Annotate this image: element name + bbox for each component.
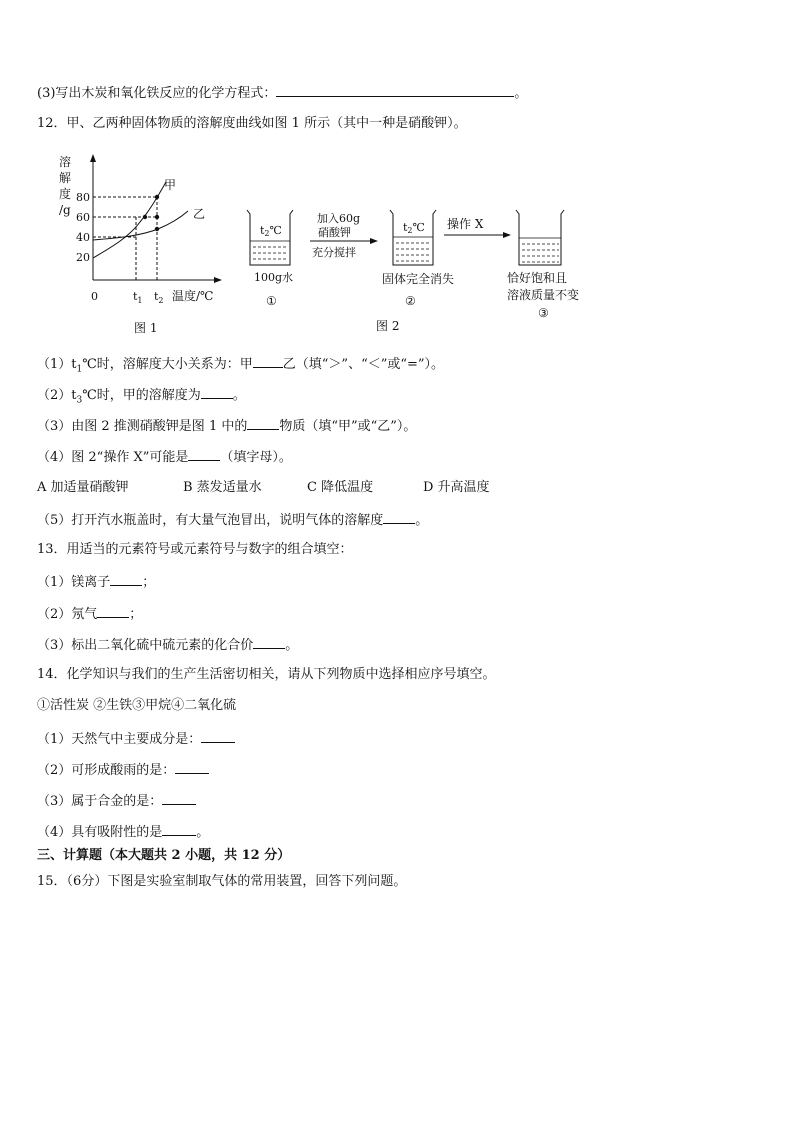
point-yi-t2 [155, 227, 159, 231]
section3-title: 三、计算题（本大题共 2 小题，共 12 分） [37, 848, 291, 863]
q12-stem: 12．甲、乙两种固体物质的溶解度曲线如图 1 所示（其中一种是硝酸钾）。 [37, 116, 467, 131]
chart-xtick-t1-base: t [133, 290, 138, 303]
q14-items: ①活性炭 ②生铁③甲烷④二氧化硫 [37, 698, 237, 713]
solubility-chart [59, 154, 222, 335]
experiment-diagram [247, 210, 579, 333]
q13-p3-blank[interactable] [253, 636, 285, 649]
q12-part4 [37, 448, 292, 466]
q13-p1-blank[interactable] [110, 573, 142, 586]
arrow2-label: 操作 X [447, 217, 484, 231]
chart-ytick-20: 20 [76, 251, 90, 264]
q14-p4-blank[interactable] [162, 823, 196, 836]
beaker3-num: ③ [538, 306, 549, 320]
q13-part2 [37, 605, 142, 623]
q14-p2-text: （2）可形成酸雨的是： [37, 763, 176, 778]
q12-p4-b: （填字母）。 [220, 450, 292, 465]
q12-part1 [37, 355, 444, 378]
q14-p2-blank[interactable] [175, 761, 209, 774]
chart-x-arrow [214, 277, 222, 283]
q12-part3 [37, 417, 416, 435]
point-jia-t2 [155, 195, 159, 199]
chart-ylabel-4: /g [59, 203, 71, 217]
beaker1-temp-sub: 2 [264, 229, 270, 238]
beaker1-temp-unit: ℃ [269, 224, 282, 237]
q14-part4 [37, 823, 209, 841]
q12-p1-sub: 1 [76, 364, 83, 375]
series-jia-label: 甲 [164, 178, 177, 192]
q13-p2-text: （2）氖气 [37, 607, 98, 622]
curve-yi [93, 211, 188, 240]
q12-p4-blank[interactable] [188, 448, 220, 461]
q14-p3-blank[interactable] [162, 792, 196, 805]
q13-part1 [37, 573, 155, 591]
point-jia-60 [143, 215, 147, 219]
q12-p1-blank[interactable] [253, 355, 283, 368]
q12-p3-b: 物质（填“甲”或“乙”）。 [279, 419, 417, 434]
chart-ytick-40: 40 [76, 231, 90, 244]
chart-ytick-60: 60 [76, 211, 90, 224]
beaker2-caption: 固体完全消失 [382, 272, 455, 286]
chart-xtick-t2 [154, 290, 164, 305]
q14-p1-blank[interactable] [201, 730, 235, 743]
beaker3-caption1: 恰好饱和且 [507, 271, 568, 285]
beaker1-num: ① [266, 294, 277, 308]
q12-p1-b: ℃时，溶解度大小关系为：甲 [82, 357, 253, 372]
q14-stem: 14．化学知识与我们的生产生活密切相关，请从下列物质中选择相应序号填空。 [37, 667, 496, 682]
figure1-caption: 图 1 [134, 321, 158, 335]
arrow1-line2: 硝酸钾 [318, 226, 351, 239]
q12-p2-b: ℃时，甲的溶解度为 [82, 388, 201, 403]
q12-part2 [37, 386, 246, 409]
q12-p2-c: 。 [232, 388, 246, 403]
chart-ytick-80: 80 [76, 191, 90, 204]
q13-p2-end: ； [129, 607, 143, 622]
arrow1-line1: 加入60g [317, 212, 361, 225]
beaker-2 [390, 210, 436, 265]
q12-p5-b: 。 [415, 513, 429, 528]
q14-part1 [37, 730, 235, 748]
q12-p4-a: （4）图 2“操作 X”可能是 [37, 450, 189, 465]
chart-ylabel-3: 度 [59, 187, 72, 201]
beaker2-temp-base: t [403, 221, 408, 234]
arrow1-head [370, 238, 378, 244]
q13-p1-text: （1）镁离子 [37, 575, 111, 590]
beaker3-caption2: 溶液质量不变 [507, 288, 580, 302]
q14-p4-end: 。 [196, 825, 210, 840]
q12-p3-a: （3）由图 2 推测硝酸钾是图 1 中的 [37, 419, 248, 434]
chart-xtick-t2-base: t [154, 290, 159, 303]
q12-p5-a: （5）打开汽水瓶盖时，有大量气泡冒出，说明气体的溶解度 [37, 513, 384, 528]
beaker1-temp [260, 224, 282, 238]
q12-option-b: B 蒸发适量水 [183, 480, 262, 495]
curve-jia [93, 182, 166, 258]
q12-part5 [37, 511, 428, 529]
arrow2-head [503, 232, 511, 238]
q13-part3 [37, 636, 298, 654]
q13-p1-end: ； [142, 575, 156, 590]
chart-xtick-t1-sub: 1 [137, 296, 143, 305]
series-yi-label: 乙 [193, 207, 206, 221]
q14-p3-text: （3）属于合金的是： [37, 794, 163, 809]
beaker2-temp-unit: ℃ [412, 221, 425, 234]
q14-p1-text: （1）天然气中主要成分是： [37, 732, 202, 747]
q12-p3-blank[interactable] [247, 417, 279, 430]
q11-end: 。 [514, 86, 528, 101]
chart-ylabel-1: 溶 [59, 155, 72, 169]
q13-stem: 13．用适当的元素符号或元素符号与数字的组合填空： [37, 542, 353, 557]
chart-xlabel: 温度/℃ [172, 289, 214, 303]
beaker2-temp-sub: 2 [407, 226, 413, 235]
beaker-1 [247, 210, 293, 265]
q12-p1-c: 乙（填“＞”、“＜”或“=”）。 [282, 357, 445, 372]
beaker1-temp-base: t [260, 224, 265, 237]
q12-option-d: D 升高温度 [423, 480, 490, 495]
figure2-caption: 图 2 [376, 319, 400, 333]
q12-p2-sub: 3 [76, 395, 83, 406]
q13-p3-text: （3）标出二氧化硫中硫元素的化合价 [37, 638, 254, 653]
q13-p3-end: 。 [285, 638, 299, 653]
point-t2-60 [155, 215, 159, 219]
chart-xtick-t2-sub: 2 [158, 296, 164, 305]
beaker2-num: ② [405, 294, 416, 308]
q15-stem: 15．（6分）下图是实验室制取气体的常用装置，回答下列问题。 [37, 874, 407, 889]
beaker1-caption: 100g水 [254, 271, 294, 284]
q12-p2-blank[interactable] [201, 386, 233, 399]
chart-xtick-t1 [133, 290, 143, 305]
q14-p4-text: （4）具有吸附性的是 [37, 825, 163, 840]
chart-origin: 0 [91, 290, 98, 303]
q12-option-c: C 降低温度 [307, 480, 374, 495]
q14-part2 [37, 761, 209, 779]
q12-options [37, 480, 490, 496]
arrow1-line3: 充分搅拌 [312, 246, 356, 259]
chart-y-arrow [90, 154, 96, 162]
beaker2-temp [403, 221, 425, 235]
chart-ylabel-2: 解 [59, 171, 72, 185]
q12-p5-blank[interactable] [383, 511, 415, 524]
q12-option-a: A 加适量硝酸钾 [37, 480, 129, 495]
q11-part3-text: (3)写出木炭和氧化铁反应的化学方程式： [37, 86, 277, 101]
q12-p1-a: （1）t [37, 357, 77, 372]
q14-part3 [37, 792, 196, 810]
beaker-3 [516, 210, 564, 265]
q12-figures [0, 0, 794, 345]
q12-p2-a: （2）t [37, 388, 77, 403]
q13-p2-blank[interactable] [97, 605, 129, 618]
